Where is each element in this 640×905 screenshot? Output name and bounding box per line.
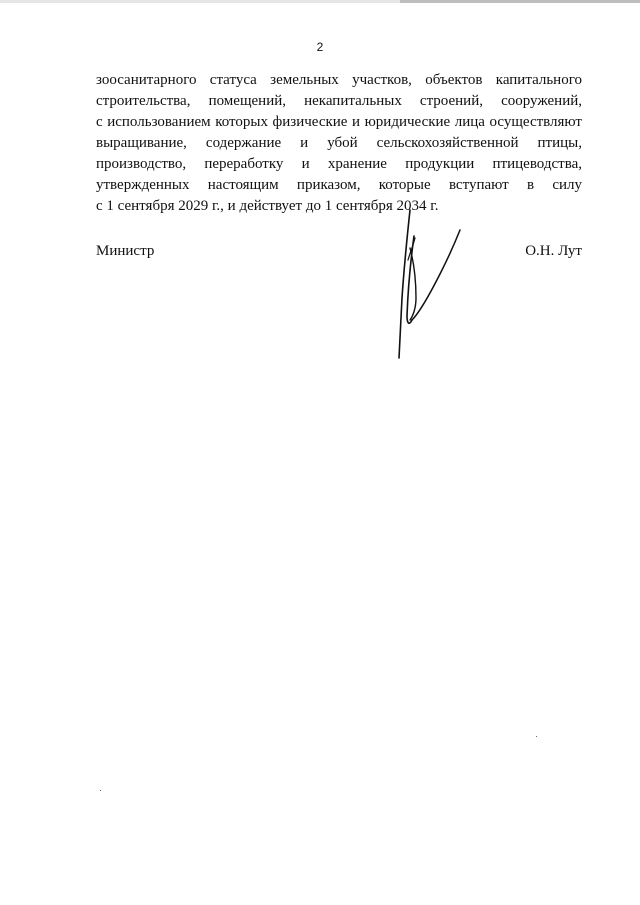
signatory-title: Министр bbox=[96, 243, 155, 259]
handwritten-signature bbox=[380, 208, 480, 368]
body-line: зоосанитарного статуса земельных участков, объектов капитального bbox=[96, 72, 582, 88]
page-number: 2 bbox=[316, 40, 324, 54]
signatory-name: О.Н. Лут bbox=[525, 243, 582, 259]
scan-speck bbox=[536, 736, 537, 737]
body-line: строительства, помещений, некапитальных строений, сооружений, bbox=[96, 93, 582, 109]
signature-block bbox=[96, 243, 582, 267]
body-line: выращивание, содержание и убой сельскохозяйственной птицы, bbox=[96, 135, 582, 151]
body-line: производство, переработку и хранение продукции птицеводства, bbox=[96, 156, 582, 172]
scan-speck bbox=[100, 790, 101, 791]
body-line: утвержденных настоящим приказом, которые вступают в силу bbox=[96, 177, 582, 193]
body-line: с использованием которых физические и юридические лица осуществляют bbox=[96, 114, 582, 130]
body-paragraph bbox=[96, 70, 582, 217]
body-line: с 1 сентября 2029 г., и действует до 1 сентября 2034 г. bbox=[96, 198, 439, 214]
scan-top-edge-shadow bbox=[400, 0, 640, 3]
